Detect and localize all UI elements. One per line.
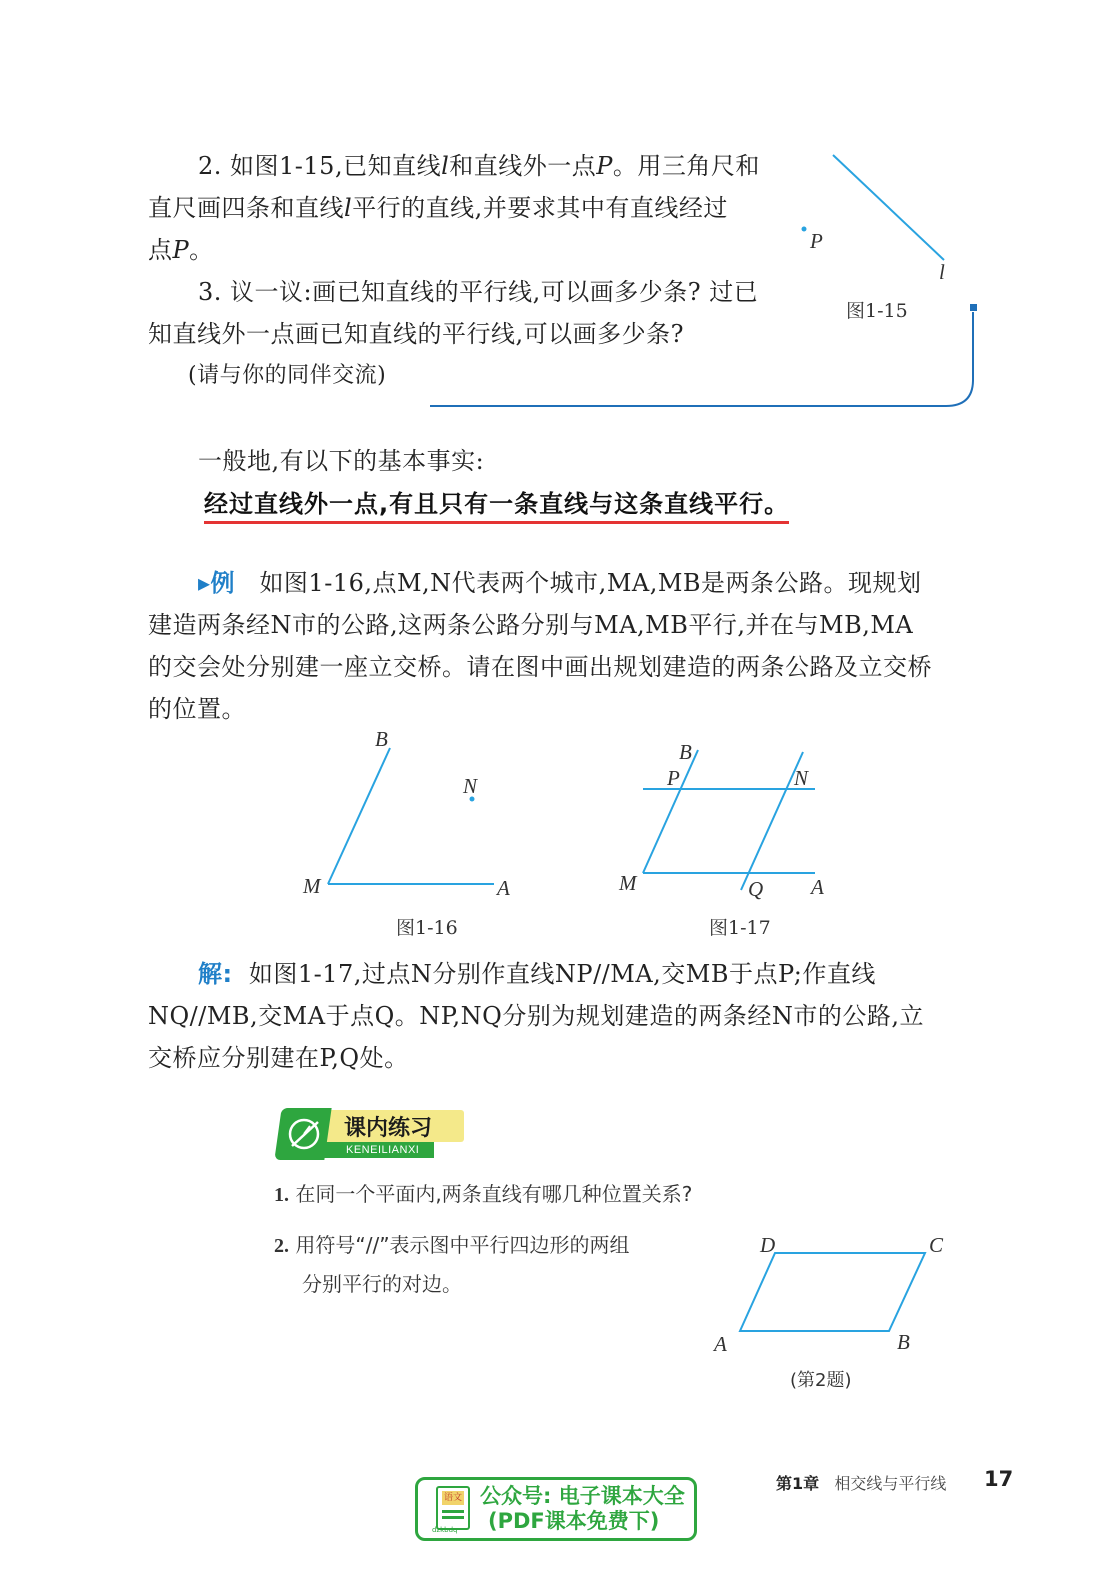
book-icon-line [442,1510,464,1513]
example-label: ▸例 [198,569,236,597]
example-line4: 的位置。 [148,695,246,723]
page-number: 17 [984,1467,1014,1491]
book-icon-label: 语文 [443,1493,462,1503]
footer-title: 相交线与平行线 [834,1474,947,1493]
q2-text: 2. 如图1-15,已知直线 [198,152,442,180]
watermark-line2: (PDF课本免费下) [488,1509,660,1533]
watermark-line1: 公众号: 电子课本大全 [480,1484,685,1508]
practice-badge [274,1108,464,1160]
solution-line1 [198,953,876,995]
fig17-label-n: N [794,766,809,790]
para-label-c: C [929,1233,944,1257]
var-p: P [172,236,190,264]
q2-text: 点 [148,236,173,264]
q3-line2: 知直线外一点画已知直线的平行线,可以画多少条? [148,320,684,348]
q3-line1: 3. 议一议:画已知直线的平行线,可以画多少条? 过已 [198,278,759,306]
q2-text: 直尺画四条和直线 [148,194,344,222]
watermark-small: dzkbdq [432,1526,458,1534]
q2-text: 和直线外一点 [449,152,597,180]
q2-line2 [148,187,728,229]
book-icon [436,1486,470,1530]
q2-line1 [198,145,760,187]
footer [776,1471,946,1494]
solution-line3: 交桥应分别建在P,Q处。 [148,1044,409,1072]
fig15-line-l [833,155,944,260]
practice-q2-line2: 分别平行的对边。 [302,1272,462,1296]
para-label-d: D [760,1233,776,1257]
q3-line3: (请与你的同伴交流) [188,363,387,388]
solution-line2: NQ//MB,交MA于点Q。NP,NQ分别为规划建造的两条经N市的公路,立 [148,1002,924,1030]
basic-fact: 经过直线外一点,有且只有一条直线与这条直线平行。 [204,490,789,524]
frame-marker [970,304,977,311]
fig17-label-b: B [679,740,692,764]
fig17-label-a: A [811,875,824,899]
fig17-label-q: Q [748,877,764,901]
q2-text: 。用三角尺和 [612,152,760,180]
var-p: P [596,152,613,180]
example-text: 如图1-16,点M,N代表两个城市,MA,MB是两条公路。现规划 [259,569,922,597]
var-l: l [441,152,450,180]
fig17-label-p: P [667,766,680,790]
practice-subtitle: KENEILIANXI [346,1144,420,1156]
example-line2: 建造两条经N市的公路,这两条公路分别与MA,MB平行,并在与MB,MA [148,611,914,639]
watermark-box [415,1477,697,1541]
fig15-caption: 图1-15 [846,300,908,322]
example-line3: 的交会处分别建一座立交桥。请在图中画出规划建造的两条公路及立交桥 [148,653,932,681]
q2-line3 [148,229,214,271]
var-l: l [344,194,353,222]
para-label-a: A [714,1332,727,1356]
practice-q1 [274,1178,692,1207]
q2-text: 平行的直线,并要求其中有直线经过 [352,194,728,222]
protractor-icon [282,1108,342,1164]
parallelogram-abcd [740,1253,925,1331]
q2-text: 用符号“//”表示图中平行四边形的两组 [295,1233,630,1257]
practice-q2 [274,1229,630,1258]
para-label-b: B [897,1330,910,1354]
footer-chapter: 第1章 [776,1474,820,1493]
solution-label: 解: [198,960,233,988]
fig16-caption: 图1-16 [396,917,458,939]
q1-text: 在同一个平面内,两条直线有哪几种位置关系? [295,1182,693,1206]
fig16-label-n: N [463,774,478,798]
q1-number: 1. [274,1184,289,1206]
example-line1 [198,562,922,604]
q2-number: 2. [274,1235,289,1257]
practice-title: 课内练习 [344,1116,433,1141]
intro-text: 一般地,有以下的基本事实: [198,447,485,475]
fig16-line-mb [328,748,390,884]
fig15-point-p [802,227,807,232]
fig16-label-a: A [497,876,510,900]
fig17-label-m: M [619,871,637,895]
fig16-label-b: B [375,727,388,751]
fig15-label-p: P [810,229,823,253]
book-icon-line [442,1516,464,1519]
solution-text: 如图1-17,过点N分别作直线NP//MA,交MB于点P;作直线 [248,960,876,988]
q2-text: 。 [189,236,214,264]
fig15-label-l: l [939,260,945,284]
fig17-caption: 图1-17 [709,917,771,939]
fig-q2-caption: (第2题) [790,1370,852,1391]
fig16-label-m: M [303,874,321,898]
